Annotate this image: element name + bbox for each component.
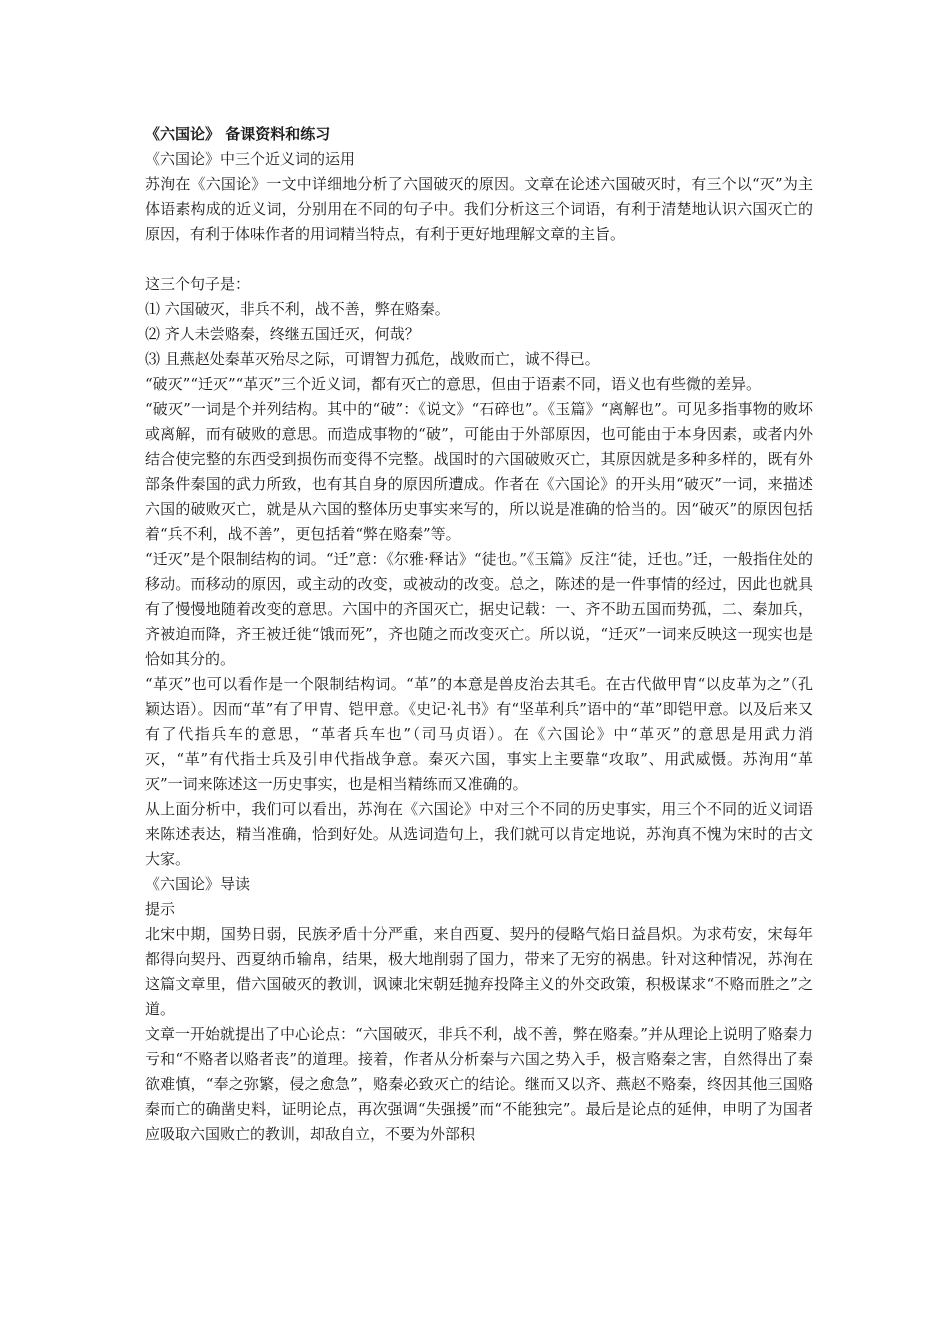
section-heading-synonyms: 《六国论》中三个近义词的运用: [145, 150, 356, 168]
intro-paragraph: 苏洵在《六国论》一文中详细地分析了六国破灭的原因。文章在论述六国破灭时，有三个以“灭”为主体语素构成的近义词，分别用在不同的句子中。我们分析这三个词语，有利于清楚地认识六国灭亡的原因，有利于体味作者的用词精当特点，有利于更好地理解文章的主旨。: [145, 175, 813, 243]
qianmie-paragraph: “迁灭”是个限制结构的词。“迁”意：《尔雅·释诂》“徒也。”《玉篇》反注“徒，迁也。”迁，一般指住处的移动。而移动的原因，或主动的改变，或被动的改变。总之，陈述的是一件事情的经过，因此也就具有了慢慢地随着改变的意思。六国中的齐国灭亡，据史记载：一、齐不助五国而势孤，二、秦加兵，齐被迫而降，齐王被迁徙“饿而死”，齐也随之而改变灭亡。所以说，“迁灭”一词来反映这一现实也是恰如其分的。: [145, 550, 813, 668]
document-title: 《六国论》 备课资料和练习: [145, 125, 331, 143]
pomie-paragraph: “破灭”一词是个并列结构。其中的“破”：《说文》“石碎也”。《玉篇》“离解也”。可见多指事物的败坏或离解，而有破败的意思。而造成事物的“破”，可能由于外部原因，也可能由于本身因素，或者内外结合使完整的东西受到损伤而变得不完整。战国时的六国破败灭亡，其原因就是多种多样的，既有外部条件秦国的武力所致，也有其自身的原因所遭成。作者在《六国论》的开头用“破灭”一词，来描述六国的破败灭亡，就是从六国的整体历史事实来写的，所以说是准确的恰当的。因“破灭”的原因包括着“兵不利，战不善”，更包括着“弊在赂秦”等。: [145, 400, 813, 543]
conclusion-paragraph: 从上面分析中，我们可以看出，苏洵在《六国论》中对三个不同的历史事实，用三个不同的近义词语来陈述表达，精当准确，恰到好处。从选词造句上，我们就可以肯定地说，苏洵真不愧为宋时的古文大家。: [145, 800, 813, 868]
blank-line: [145, 247, 813, 272]
section-heading-guide: 《六国论》导读: [145, 875, 251, 893]
document-page: [145, 122, 813, 1147]
sentence-3: ⑶ 且燕赵处秦革灭殆尽之际，可谓智力孤危，战败而亡，诚不得已。: [145, 350, 600, 368]
sentence-2: ⑵ 齐人未尝赂秦，终继五国迁灭，何哉？: [145, 325, 420, 343]
sentence-1: ⑴ 六国破灭，非兵不利，战不善，弊在赂秦。: [145, 300, 450, 318]
structure-paragraph: 文章一开始就提出了中心论点：“六国破灭，非兵不利，战不善，弊在赂秦。”并从理论上说明了赂秦力亏和“不赂者以赂者丧”的道理。接着，作者从分析秦与六国之势入手，极言赂秦之害，自然得出了秦欲难慎，“奉之弥繁，侵之愈急”，赂秦必致灭亡的结论。继而又以齐、燕赵不赂秦，终因其他三国赂秦而亡的确凿史料，证明论点，再次强调“失强援”而“不能独完”。最后是论点的延伸，申明了为国者应吸取六国败亡的教训，却敌自立，不要为外部积: [145, 1025, 813, 1143]
background-paragraph: 北宋中期，国势日弱，民族矛盾十分严重，来自西夏、契丹的侵略气焰日益昌炽。为求苟安，宋每年都得向契丹、西夏纳币输帛，结果，极大地削弱了国力，带来了无穷的祸患。针对这种情况，苏洵在这篇文章里，借六国破灭的教训，讽谏北宋朝廷抛弃投降主义的外交政策，积极谋求“不赂而胜之”之道。: [145, 925, 813, 1018]
synonyms-note-paragraph: “破灭”“迁灭”“革灭”三个近义词，都有灭亡的意思，但由于语素不同，语义也有些微的差异。: [145, 375, 762, 393]
sentences-label: 这三个句子是：: [145, 275, 251, 293]
hint-label: 提示: [145, 900, 176, 918]
gemie-paragraph: “革灭”也可以看作是一个限制结构词。“革”的本意是兽皮治去其毛。在古代做甲胄“以皮革为之”（孔颖达语）。因而“革”有了甲胄、铠甲意。《史记·礼书》有“坚革利兵”语中的“革”即铠甲意。以及后来又有了代指兵车的意思，“革者兵车也”（司马贞语）。在《六国论》中“革灭”的意思是用武力消灭，“革”有代指士兵及引申代指战争意。秦灭六国，事实上主要靠“攻取”、用武威慑。苏洵用“革灭”一词来陈述这一历史事实，也是相当精练而又准确的。: [145, 675, 813, 793]
